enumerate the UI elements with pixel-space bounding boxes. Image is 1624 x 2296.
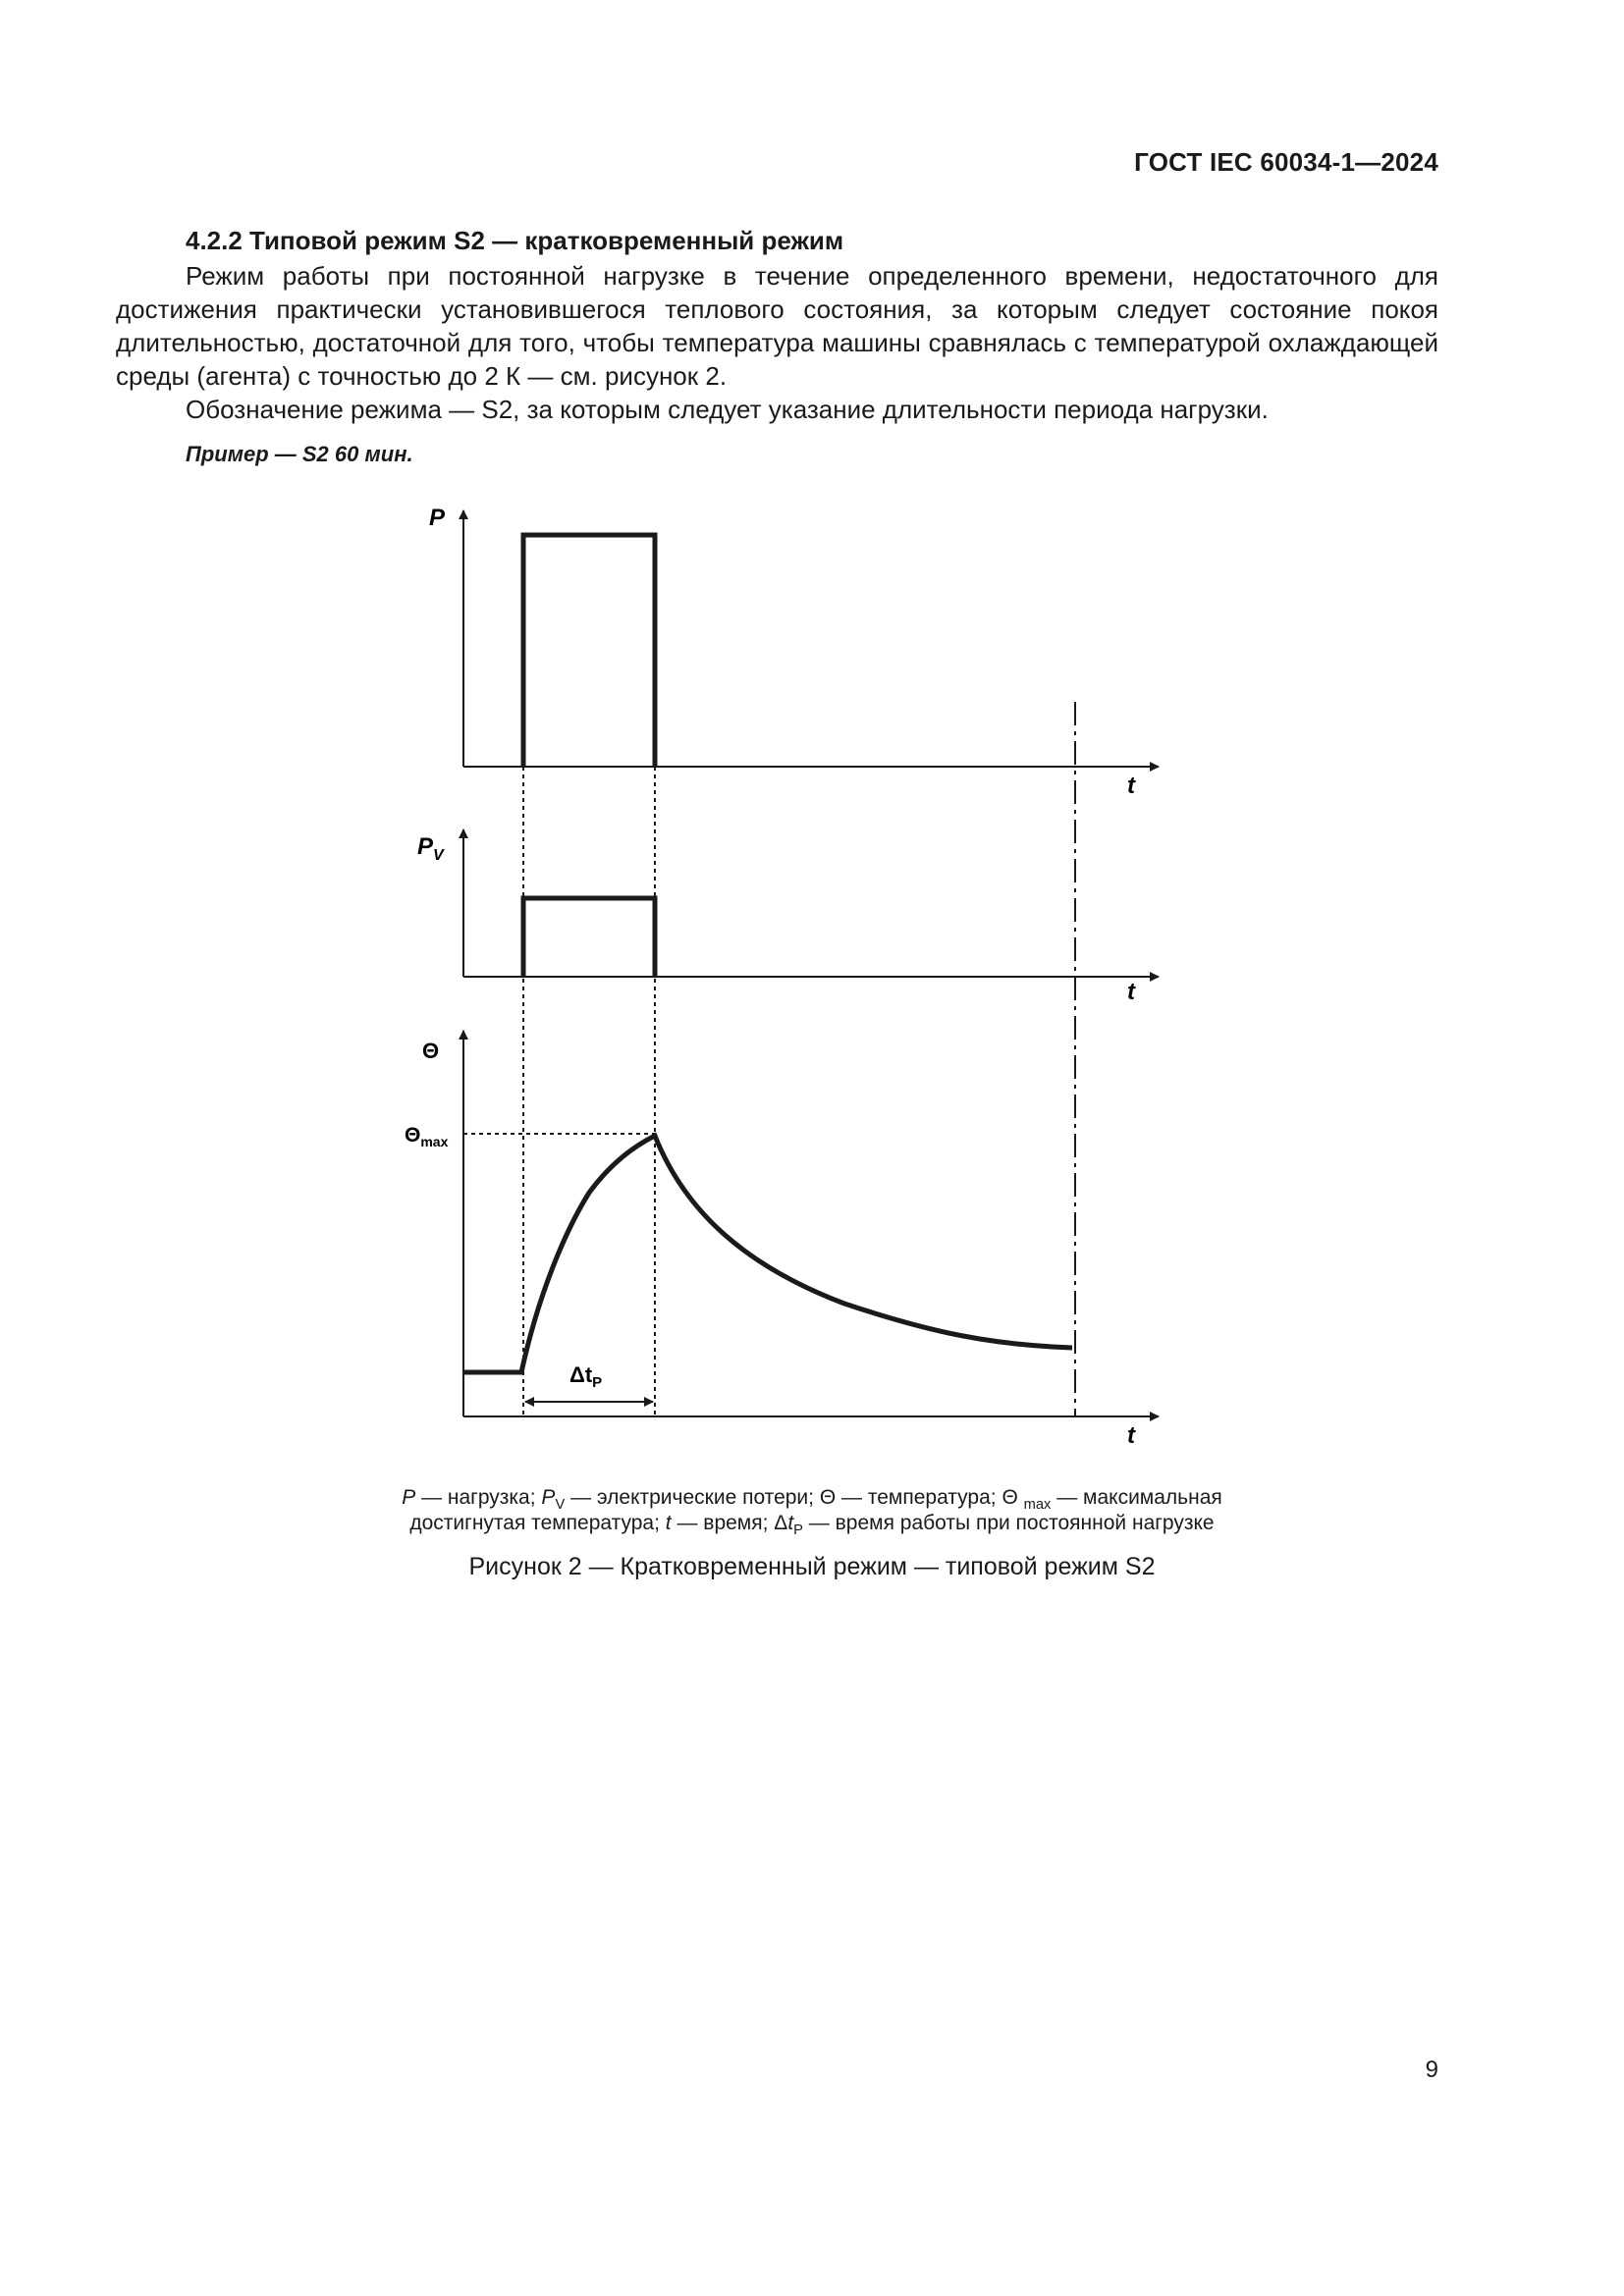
delta-t-label: $\Delta t_P$: [569, 1362, 603, 1391]
t-axis-label-2: t: [1127, 979, 1135, 1005]
figure-legend-line-1: P — нагрузка; $P_V$ — электрические потери; Θ — температура; Θ $_{max}$ — максимальная: [402, 1486, 1222, 1514]
pv-axis-label: $P_V$: [417, 833, 444, 864]
theta-axis-label: Θ: [422, 1039, 440, 1063]
example-text: Пример — S2 60 мин.: [186, 442, 413, 466]
paragraph-designation: Обозначение режима — S2, за которым следует указание длительности периода нагрузки.: [186, 395, 1269, 424]
standard-id: ГОСТ IEC 60034-1—2024: [1134, 147, 1438, 177]
p-axis-label: P: [429, 505, 446, 531]
figure-legend-line-2: достигнутая температура; t — время; $\Delta t_P$ — время работы при постоянной нагрузке: [409, 1512, 1215, 1539]
t-axis-label-1: t: [1127, 773, 1135, 799]
p-load-pulse: [523, 535, 655, 767]
t-axis-label-3: t: [1127, 1422, 1135, 1449]
theta-max-label: $\Theta_{max}$: [405, 1124, 449, 1149]
pv-loss-pulse: [523, 898, 655, 977]
page-number: 9: [1425, 2056, 1438, 2083]
paragraph-definition: Режим работы при постоянной нагрузке в течение определенного времени, недостаточного для достижения практически установившегося теплового состояния, за которым следует состояние покоя длительностью, достаточной для того, чтобы температура машины сравнялась с температурой охлаждающей среды (агента) с точностью до 2 К — см. рисунок 2.: [116, 261, 1438, 391]
figure-caption: Рисунок 2 — Кратковременный режим — типовой режим S2: [468, 1553, 1156, 1580]
temperature-curve: [463, 1136, 1072, 1372]
section-title: 4.2.2 Типовой режим S2 — кратковременный режим: [186, 226, 844, 255]
